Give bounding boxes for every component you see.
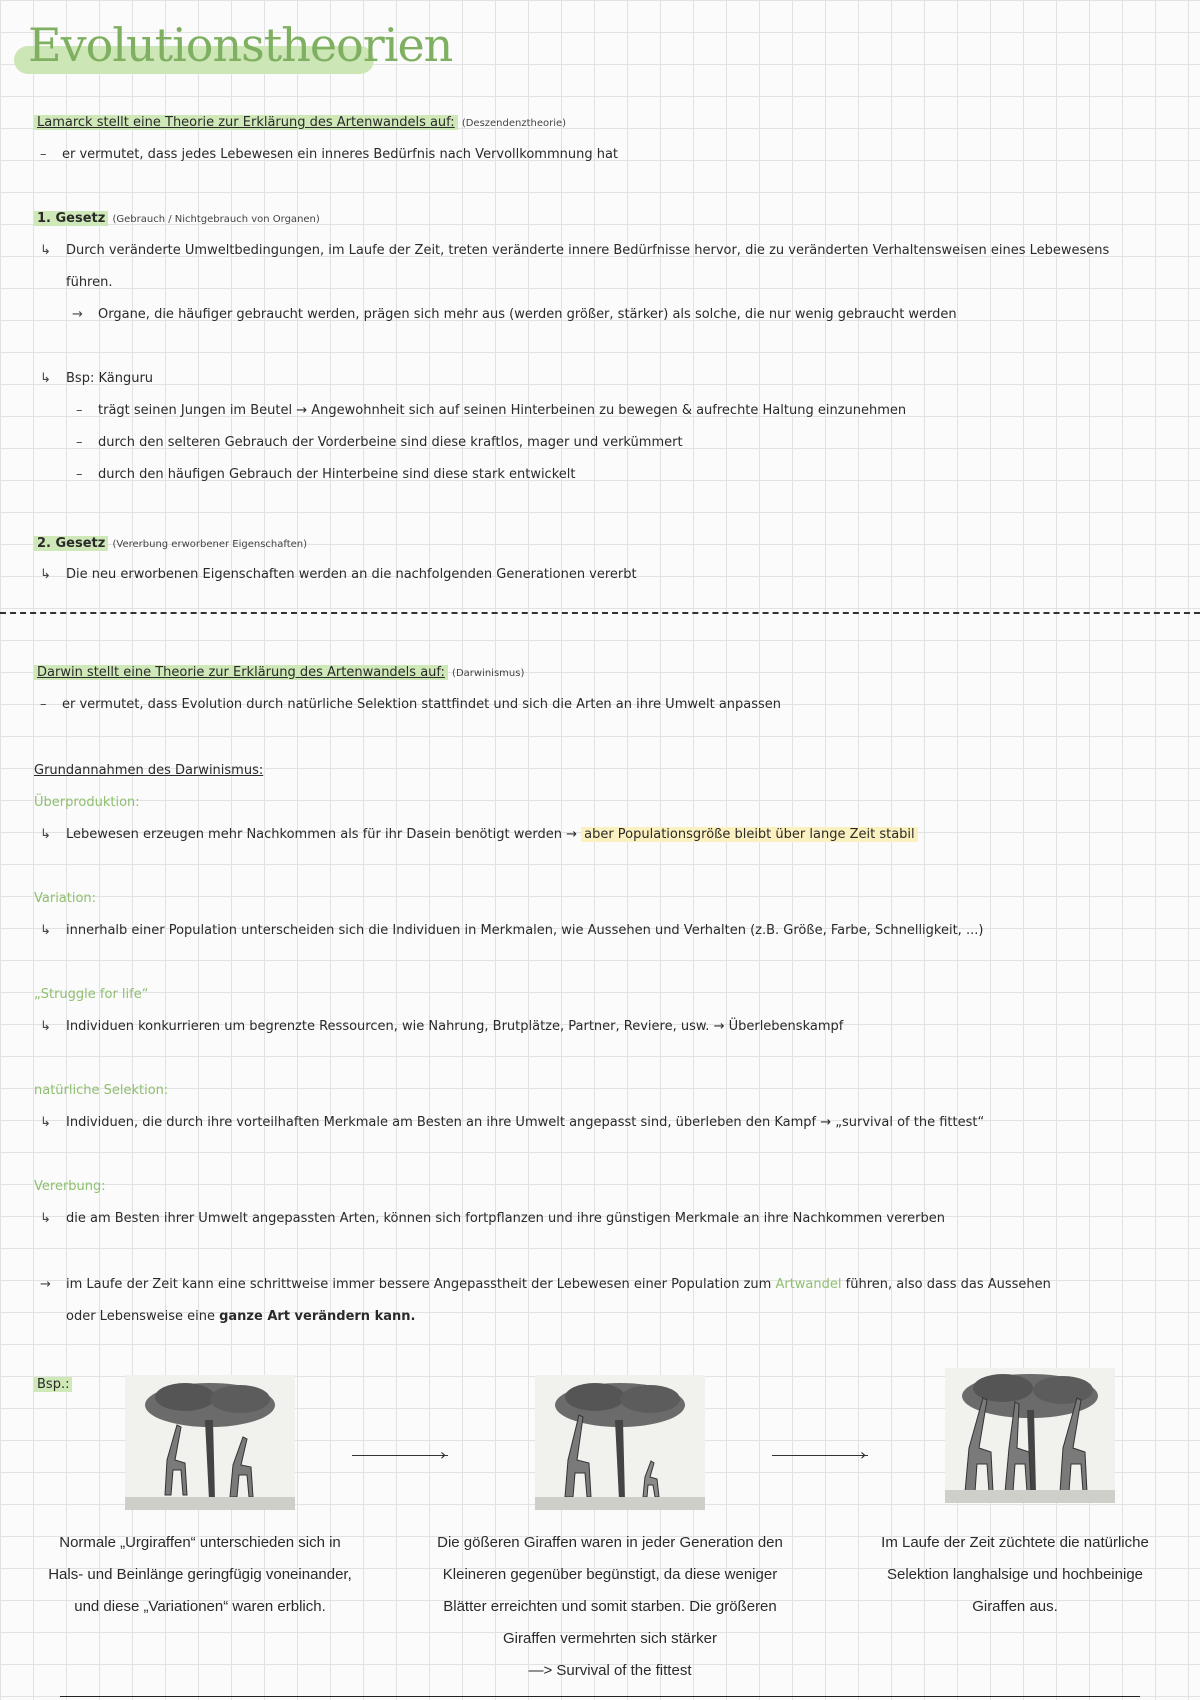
giraffe-tree-icon — [945, 1368, 1115, 1503]
caption-1 — [20, 1527, 380, 1623]
hook-arrow-icon: ↳ — [40, 371, 51, 386]
conclusion-part1: im Laufe der Zeit kann eine schrittweise immer bessere Angepasstheit der Lebewesen einer Population zum — [66, 1277, 772, 1292]
example-label-text: Bsp.: — [34, 1377, 72, 1392]
lamarck-heading-text: Lamarck stellt eine Theorie zur Erklärung des Artenwandels auf: — [34, 115, 458, 130]
overproduction-label: Überproduktion: — [34, 795, 140, 810]
right-arrow-icon: → — [72, 307, 83, 322]
giraffe-illustration-2 — [535, 1375, 705, 1514]
caption-line: und diese „Variationen“ waren erblich. — [74, 1598, 326, 1615]
lamarck-heading — [34, 114, 566, 133]
hook-arrow-icon: ↳ — [40, 827, 51, 842]
conclusion-line1 — [40, 1276, 1051, 1294]
inheritance-label: Vererbung: — [34, 1179, 106, 1194]
conclusion-highlight: Artwandel — [775, 1277, 842, 1292]
law2-note: (Vererbung erworbener Eigenschaften) — [112, 539, 308, 550]
hook-arrow-icon: ↳ — [40, 567, 51, 582]
darwin-intro-text: er vermutet, dass Evolution durch natürliche Selektion stattfindet und sich die Arten an ihre Umwelt anpassen — [62, 697, 782, 712]
law1-note: (Gebrauch / Nichtgebrauch von Organen) — [112, 214, 320, 225]
arrow-head-icon: › — [860, 1445, 867, 1464]
struggle-label: „Struggle for life“ — [34, 987, 149, 1002]
dash-bullet: – — [76, 467, 83, 482]
struggle-text: Individuen konkurrieren um begrenzte Ressourcen, wie Nahrung, Brutplätze, Partner, Reviere, usw. → Überlebenskampf — [66, 1019, 844, 1034]
kangaroo-item-text: durch den häufigen Gebrauch der Hinterbeine sind diese stark entwickelt — [98, 467, 576, 482]
caption-line: Giraffen vermehrten sich stärker — [503, 1630, 717, 1647]
dash-bullet: – — [76, 435, 83, 450]
page-title: Evolutionstheorien — [28, 18, 453, 72]
darwin-heading-text: Darwin stellt eine Theorie zur Erklärung des Artenwandels auf: — [34, 665, 448, 680]
caption-line: Die gößeren Giraffen waren in jeder Generation den — [437, 1534, 783, 1551]
selection-line — [40, 1114, 984, 1132]
law1-heading — [34, 210, 320, 229]
selection-text: Individuen, die durch ihre vorteilhaften Merkmale am Besten an ihre Umwelt angepasst sind, überleben den Kampf → „survival of the fittest“ — [66, 1115, 985, 1130]
darwin-heading-note: (Darwinismus) — [452, 668, 525, 679]
darwin-heading — [34, 664, 524, 683]
overproduction-text: Lebewesen erzeugen mehr Nachkommen als für ihr Dasein benötigt werden → — [66, 827, 577, 842]
caption-line: Normale „Urgiraffen“ unterschieden sich in — [59, 1534, 341, 1551]
hook-arrow-icon: ↳ — [40, 1115, 51, 1130]
overproduction-line — [40, 826, 918, 844]
caption-3 — [850, 1527, 1180, 1623]
kangaroo-item — [76, 434, 683, 452]
lamarck-intro — [40, 146, 618, 164]
dash-bullet: – — [40, 147, 47, 162]
conclusion-line2 — [66, 1308, 415, 1326]
giraffe-tree-icon — [535, 1375, 705, 1510]
dash-bullet: – — [76, 403, 83, 418]
caption-line: Im Laufe der Zeit züchtete die natürliche — [881, 1534, 1149, 1551]
conclusion-line2a: oder Lebensweise eine — [66, 1309, 215, 1324]
caption-line: Selektion langhalsige und hochbeinige — [886, 1566, 1144, 1583]
giraffe-illustration-1 — [125, 1375, 295, 1514]
law1-line1b: führen. — [66, 275, 113, 290]
dash-bullet: – — [40, 697, 47, 712]
kangaroo-item-text: durch den selteren Gebrauch der Vorderbeine sind diese kraftlos, mager und verkümmert — [98, 435, 683, 450]
basics-heading: Grundannahmen des Darwinismus: — [34, 763, 264, 778]
law1-line1-text: Durch veränderte Umweltbedingungen, im Laufe der Zeit, treten veränderte innere Bedürfnisse hervor, die zu veränderten Verhaltensweisen eines Lebewesens — [66, 243, 1110, 258]
kangaroo-item-text: trägt seinen Jungen im Beutel → Angewohnheit sich auf seinen Hinterbeinen zu bewegen & aufrechte Haltung einzunehmen — [98, 403, 907, 418]
kangaroo-example — [40, 370, 153, 388]
inheritance-line — [40, 1210, 945, 1228]
example-label — [34, 1376, 72, 1394]
law1-line2-text: Organe, die häufiger gebraucht werden, prägen sich mehr aus (werden größer, stärker) als solche, die nur wenig gebraucht werden — [98, 307, 957, 322]
law1-label: 1. Gesetz — [34, 211, 108, 226]
law2-heading — [34, 535, 307, 554]
conclusion-part2: führen, also dass das Aussehen — [845, 1277, 1051, 1292]
variation-line — [40, 922, 983, 940]
hook-arrow-icon: ↳ — [40, 923, 51, 938]
lamarck-heading-note: (Deszendenztheorie) — [461, 118, 567, 129]
arrow-connector — [352, 1455, 448, 1456]
struggle-line — [40, 1018, 843, 1036]
lamarck-intro-text: er vermutet, dass jedes Lebewesen ein inneres Bedürfnis nach Vervollkommnung hat — [62, 147, 619, 162]
overproduction-highlight: aber Populationsgröße bleibt über lange Zeit stabil — [581, 827, 918, 842]
law1-line2 — [72, 306, 957, 324]
law2-line1-text: Die neu erworbenen Eigenschaften werden an die nachfolgenden Generationen vererbt — [66, 567, 637, 582]
kangaroo-item — [76, 466, 575, 484]
arrow-head-icon: › — [440, 1445, 447, 1464]
giraffe-tree-icon — [125, 1375, 295, 1510]
kangaroo-label: Bsp: Känguru — [66, 371, 154, 386]
law2-line1 — [40, 566, 637, 584]
caption-line: Kleineren gegenüber begünstigt, da diese weniger — [442, 1566, 778, 1583]
caption-line: Hals- und Beinlänge geringfügig voneinander, — [48, 1566, 352, 1583]
caption-2 — [420, 1527, 800, 1687]
law1-line1 — [40, 242, 1109, 260]
section-divider — [0, 612, 1200, 614]
inheritance-text: die am Besten ihrer Umwelt angepassten Arten, können sich fortpflanzen und ihre günstigen Merkmale an ihre Nachkommen vererben — [66, 1211, 946, 1226]
law2-label: 2. Gesetz — [34, 536, 108, 551]
kangaroo-item — [76, 402, 906, 420]
right-arrow-icon: → — [40, 1277, 51, 1292]
bottom-rule — [60, 1696, 1140, 1697]
selection-label: natürliche Selektion: — [34, 1083, 169, 1098]
arrow-connector — [772, 1455, 868, 1456]
darwin-intro — [40, 696, 781, 714]
variation-text: innerhalb einer Population unterscheiden sich die Individuen in Merkmalen, wie Aussehen und Verhalten (z.B. Größe, Farbe, Schnelligkeit, ...) — [66, 923, 984, 938]
variation-label: Variation: — [34, 891, 97, 906]
caption-line: —> Survival of the fittest — [528, 1662, 692, 1679]
giraffe-illustration-3 — [945, 1368, 1115, 1507]
hook-arrow-icon: ↳ — [40, 243, 51, 258]
conclusion-line2b: ganze Art verändern kann. — [219, 1309, 416, 1324]
caption-line: Blätter erreichten und somit starben. Die größeren — [443, 1598, 777, 1615]
caption-line: Giraffen aus. — [972, 1598, 1058, 1615]
hook-arrow-icon: ↳ — [40, 1019, 51, 1034]
hook-arrow-icon: ↳ — [40, 1211, 51, 1226]
